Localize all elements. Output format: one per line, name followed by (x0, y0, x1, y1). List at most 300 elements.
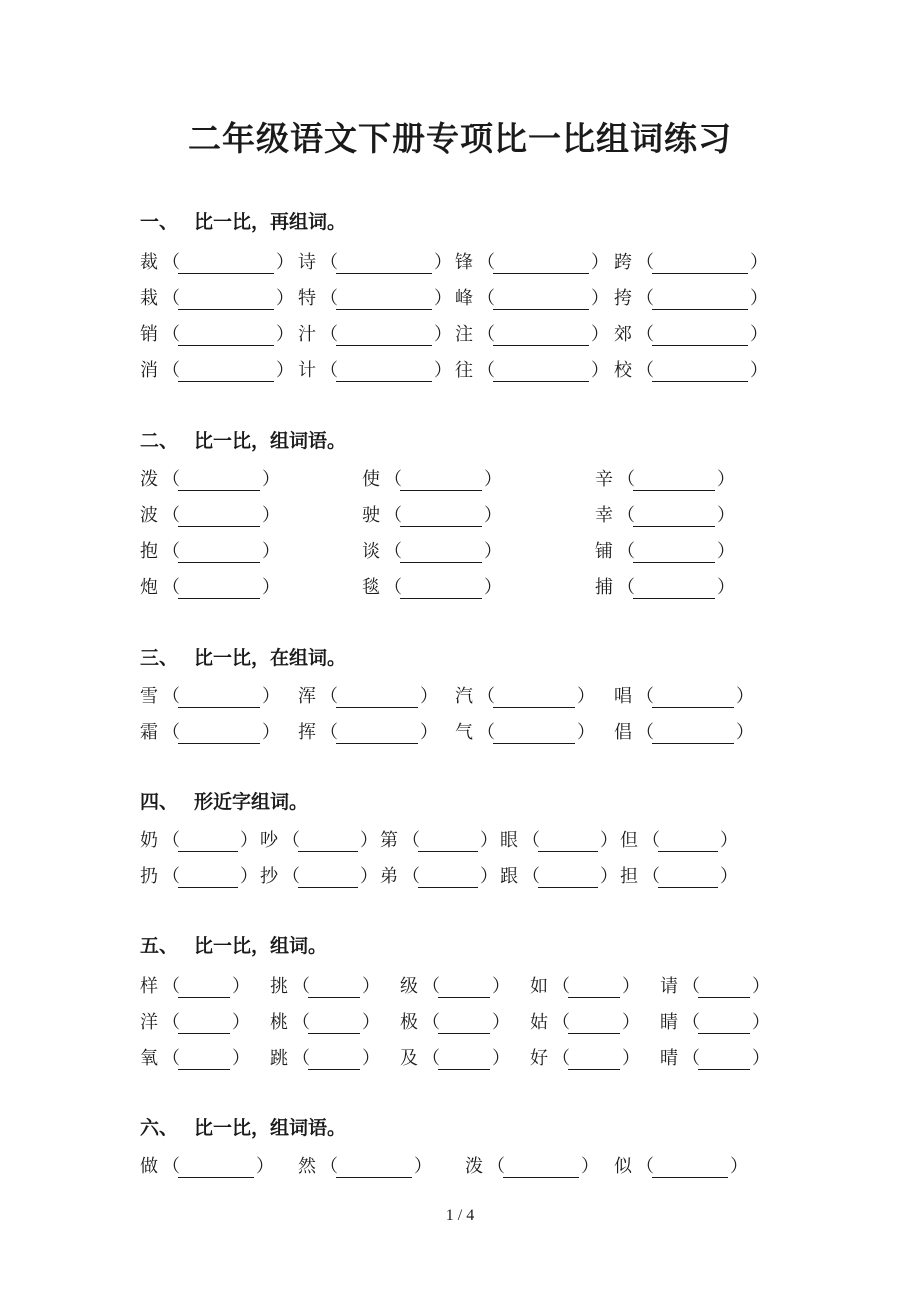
answer-blank[interactable] (298, 871, 358, 888)
word-item (455, 684, 595, 708)
character: 锋 (455, 252, 473, 273)
section-number: 二、 (140, 430, 179, 452)
paren-close: ） (622, 1048, 640, 1069)
answer-blank[interactable] (178, 981, 230, 998)
answer-blank[interactable] (698, 1017, 750, 1034)
word-item (362, 467, 502, 491)
word-item (140, 575, 280, 599)
character: 姑 (530, 1012, 548, 1033)
character: 桃 (270, 1012, 288, 1033)
paren-close: ） (480, 830, 498, 851)
paren-close: ） (232, 1048, 250, 1069)
paren-open: （ (422, 1048, 440, 1069)
paren-close: ） (360, 866, 378, 887)
answer-blank[interactable] (400, 510, 482, 527)
character: 跳 (270, 1048, 288, 1069)
word-item (530, 1046, 640, 1070)
paren-close: ） (360, 830, 378, 851)
word-item (455, 358, 609, 382)
answer-blank[interactable] (336, 1161, 412, 1178)
answer-blank[interactable] (178, 365, 274, 382)
word-item (140, 358, 294, 382)
answer-blank[interactable] (652, 691, 734, 708)
section-label: 形近字组词。 (194, 791, 309, 813)
paren-open: （ (162, 577, 180, 598)
paren-open: （ (162, 541, 180, 562)
character: 挎 (614, 288, 632, 309)
answer-blank[interactable] (493, 329, 589, 346)
paren-close: ） (262, 577, 280, 598)
answer-blank[interactable] (178, 546, 260, 563)
paren-close: ） (362, 1048, 380, 1069)
character: 唱 (614, 686, 632, 707)
word-item (660, 1046, 770, 1070)
word-item (270, 1046, 380, 1070)
word-item (595, 467, 735, 491)
word-item (140, 539, 280, 563)
paren-open: （ (320, 288, 338, 309)
word-item (380, 828, 498, 852)
character: 计 (298, 360, 316, 381)
character: 请 (660, 976, 678, 997)
section-number: 六、 (140, 1117, 179, 1139)
answer-blank[interactable] (178, 1053, 230, 1070)
paren-close: ） (750, 360, 768, 381)
answer-blank[interactable] (336, 329, 432, 346)
paren-open: （ (552, 1048, 570, 1069)
paren-close: ） (262, 541, 280, 562)
paren-close: ） (622, 1012, 640, 1033)
word-item (455, 720, 595, 744)
paren-open: （ (422, 976, 440, 997)
answer-blank[interactable] (658, 871, 718, 888)
paren-open: （ (162, 505, 180, 526)
paren-open: （ (682, 1048, 700, 1069)
section-number: 一、 (140, 211, 179, 233)
answer-blank[interactable] (336, 257, 432, 274)
answer-blank[interactable] (633, 546, 715, 563)
word-item (455, 286, 609, 310)
section-heading (140, 1113, 346, 1140)
paren-close: ） (484, 505, 502, 526)
word-item (140, 286, 294, 310)
character: 挑 (270, 976, 288, 997)
paren-close: ） (581, 1156, 599, 1177)
paren-open: （ (320, 722, 338, 743)
paren-close: ） (750, 252, 768, 273)
paren-close: ） (736, 722, 754, 743)
answer-blank[interactable] (400, 546, 482, 563)
character: 使 (362, 469, 380, 490)
word-item (298, 250, 452, 274)
character: 似 (614, 1156, 632, 1177)
word-item (500, 828, 618, 852)
paren-close: ） (262, 722, 280, 743)
answer-blank[interactable] (652, 365, 748, 382)
character: 做 (140, 1156, 158, 1177)
paren-close: ） (591, 324, 609, 345)
answer-blank[interactable] (633, 582, 715, 599)
character: 眼 (500, 830, 518, 851)
answer-blank[interactable] (308, 981, 360, 998)
paren-open: （ (320, 324, 338, 345)
paren-open: （ (402, 866, 420, 887)
answer-blank[interactable] (493, 257, 589, 274)
word-item (380, 864, 498, 888)
paren-open: （ (292, 1048, 310, 1069)
answer-blank[interactable] (652, 329, 748, 346)
word-item (362, 503, 502, 527)
paren-open: （ (477, 722, 495, 743)
character: 裁 (140, 252, 158, 273)
answer-blank[interactable] (178, 293, 274, 310)
character: 氧 (140, 1048, 158, 1069)
paren-open: （ (162, 288, 180, 309)
answer-blank[interactable] (698, 1053, 750, 1070)
answer-blank[interactable] (178, 510, 260, 527)
answer-blank[interactable] (633, 474, 715, 491)
word-item (270, 1010, 380, 1034)
paren-open: （ (487, 1156, 505, 1177)
word-item (614, 720, 754, 744)
answer-blank[interactable] (652, 293, 748, 310)
character: 谈 (362, 541, 380, 562)
character: 担 (620, 866, 638, 887)
answer-blank[interactable] (178, 871, 238, 888)
answer-blank[interactable] (178, 691, 260, 708)
character: 晴 (660, 1048, 678, 1069)
paren-close: ） (232, 976, 250, 997)
paren-close: ） (750, 288, 768, 309)
word-item (362, 539, 502, 563)
character: 往 (455, 360, 473, 381)
paren-open: （ (642, 866, 660, 887)
paren-close: ） (730, 1156, 748, 1177)
character: 第 (380, 830, 398, 851)
answer-blank[interactable] (298, 835, 358, 852)
paren-open: （ (636, 1156, 654, 1177)
paren-open: （ (636, 360, 654, 381)
word-item (140, 864, 258, 888)
paren-close: ） (256, 1156, 274, 1177)
paren-close: ） (434, 288, 452, 309)
character: 扔 (140, 866, 158, 887)
character: 校 (614, 360, 632, 381)
word-item (455, 250, 609, 274)
paren-open: （ (292, 1012, 310, 1033)
word-item (614, 684, 754, 708)
paren-open: （ (636, 686, 654, 707)
character: 炮 (140, 577, 158, 598)
paren-open: （ (320, 686, 338, 707)
paren-open: （ (522, 866, 540, 887)
answer-blank[interactable] (400, 474, 482, 491)
paren-close: ） (276, 288, 294, 309)
answer-blank[interactable] (178, 474, 260, 491)
answer-blank[interactable] (178, 835, 238, 852)
paren-open: （ (477, 324, 495, 345)
paren-close: ） (717, 469, 735, 490)
paren-close: ） (420, 686, 438, 707)
paren-close: ） (262, 686, 280, 707)
paren-close: ） (484, 577, 502, 598)
answer-blank[interactable] (178, 582, 260, 599)
answer-blank[interactable] (438, 981, 490, 998)
paren-close: ） (720, 830, 738, 851)
answer-blank[interactable] (538, 835, 598, 852)
character: 挥 (298, 722, 316, 743)
character: 极 (400, 1012, 418, 1033)
paren-close: ） (434, 252, 452, 273)
paren-close: ） (717, 541, 735, 562)
paren-open: （ (636, 722, 654, 743)
paren-close: ） (434, 360, 452, 381)
word-item (614, 358, 768, 382)
section-label: 比一比，组词。 (194, 935, 328, 957)
paren-close: ） (414, 1156, 432, 1177)
page-number: 1 / 4 (445, 1207, 475, 1224)
answer-blank[interactable] (336, 691, 418, 708)
character: 好 (530, 1048, 548, 1069)
paren-open: （ (617, 541, 635, 562)
character: 级 (400, 976, 418, 997)
answer-blank[interactable] (308, 1053, 360, 1070)
answer-blank[interactable] (336, 365, 432, 382)
paren-close: ） (276, 252, 294, 273)
paren-close: ） (720, 866, 738, 887)
section-number: 五、 (140, 935, 179, 957)
answer-blank[interactable] (493, 293, 589, 310)
paren-close: ） (362, 1012, 380, 1033)
word-item (140, 1154, 274, 1178)
answer-blank[interactable] (652, 1161, 728, 1178)
word-item (260, 828, 378, 852)
character: 诗 (298, 252, 316, 273)
character: 特 (298, 288, 316, 309)
word-item (140, 828, 258, 852)
word-item (530, 974, 640, 998)
paren-open: （ (162, 252, 180, 273)
paren-open: （ (384, 541, 402, 562)
word-item (298, 684, 438, 708)
character: 弟 (380, 866, 398, 887)
character: 如 (530, 976, 548, 997)
character: 泼 (465, 1156, 483, 1177)
character: 雪 (140, 686, 158, 707)
character: 辛 (595, 469, 613, 490)
answer-blank[interactable] (400, 582, 482, 599)
word-item (620, 828, 738, 852)
character: 跟 (500, 866, 518, 887)
character: 吵 (260, 830, 278, 851)
paren-close: ） (262, 505, 280, 526)
paren-open: （ (682, 976, 700, 997)
character: 铺 (595, 541, 613, 562)
paren-close: ） (240, 866, 258, 887)
paren-close: ） (736, 686, 754, 707)
paren-close: ） (232, 1012, 250, 1033)
character: 奶 (140, 830, 158, 851)
paren-open: （ (162, 1048, 180, 1069)
paren-open: （ (320, 360, 338, 381)
section-label: 比一比，在组词。 (194, 647, 347, 669)
character: 霜 (140, 722, 158, 743)
word-item (140, 720, 280, 744)
character: 跨 (614, 252, 632, 273)
paren-open: （ (682, 1012, 700, 1033)
paren-open: （ (162, 686, 180, 707)
word-item (298, 358, 452, 382)
word-item (660, 974, 770, 998)
answer-blank[interactable] (308, 1017, 360, 1034)
answer-blank[interactable] (568, 1053, 620, 1070)
answer-blank[interactable] (493, 691, 575, 708)
character: 倡 (614, 722, 632, 743)
character: 捕 (595, 577, 613, 598)
character: 样 (140, 976, 158, 997)
word-item (140, 250, 294, 274)
word-item (455, 322, 609, 346)
character: 注 (455, 324, 473, 345)
answer-blank[interactable] (336, 293, 432, 310)
word-item (298, 720, 438, 744)
paren-close: ） (492, 976, 510, 997)
section-label: 比一比，再组词。 (194, 211, 347, 233)
paren-close: ） (750, 324, 768, 345)
word-item (595, 539, 735, 563)
section-heading (140, 931, 327, 958)
paren-open: （ (162, 866, 180, 887)
character: 销 (140, 324, 158, 345)
answer-blank[interactable] (568, 1017, 620, 1034)
paren-open: （ (162, 976, 180, 997)
paren-close: ） (362, 976, 380, 997)
paren-open: （ (162, 1156, 180, 1177)
answer-blank[interactable] (178, 257, 274, 274)
answer-blank[interactable] (493, 365, 589, 382)
answer-blank[interactable] (178, 727, 260, 744)
answer-blank[interactable] (178, 1017, 230, 1034)
section-number: 四、 (140, 791, 179, 813)
character: 汁 (298, 324, 316, 345)
word-item (614, 250, 768, 274)
character: 睛 (660, 1012, 678, 1033)
answer-blank[interactable] (336, 727, 418, 744)
character: 抄 (260, 866, 278, 887)
paren-close: ） (600, 866, 618, 887)
word-item (595, 503, 735, 527)
character: 但 (620, 830, 638, 851)
answer-blank[interactable] (538, 871, 598, 888)
paren-open: （ (477, 252, 495, 273)
answer-blank[interactable] (438, 1017, 490, 1034)
character: 峰 (455, 288, 473, 309)
paren-open: （ (320, 1156, 338, 1177)
answer-blank[interactable] (568, 981, 620, 998)
word-item (400, 1046, 510, 1070)
word-item (298, 286, 452, 310)
answer-blank[interactable] (418, 871, 478, 888)
answer-blank[interactable] (652, 257, 748, 274)
paren-open: （ (292, 976, 310, 997)
paren-close: ） (240, 830, 258, 851)
paren-close: ） (577, 686, 595, 707)
paren-open: （ (617, 577, 635, 598)
character: 抱 (140, 541, 158, 562)
paren-open: （ (320, 252, 338, 273)
paren-open: （ (162, 360, 180, 381)
character: 消 (140, 360, 158, 381)
character: 毯 (362, 577, 380, 598)
character: 洋 (140, 1012, 158, 1033)
word-item (140, 503, 280, 527)
paren-close: ） (752, 976, 770, 997)
paren-close: ） (717, 505, 735, 526)
section-number: 三、 (140, 647, 179, 669)
paren-open: （ (162, 722, 180, 743)
section-label: 比一比，组词语。 (194, 1117, 347, 1139)
paren-open: （ (636, 288, 654, 309)
character: 及 (400, 1048, 418, 1069)
answer-blank[interactable] (178, 1161, 254, 1178)
paren-close: ） (752, 1048, 770, 1069)
paren-close: ） (492, 1012, 510, 1033)
word-item (298, 322, 452, 346)
character: 波 (140, 505, 158, 526)
paren-open: （ (282, 830, 300, 851)
word-item (620, 864, 738, 888)
answer-blank[interactable] (652, 727, 734, 744)
answer-blank[interactable] (503, 1161, 579, 1178)
section-label: 比一比，组词语。 (194, 430, 347, 452)
word-item (500, 864, 618, 888)
word-item (140, 467, 280, 491)
character: 气 (455, 722, 473, 743)
word-item (614, 1154, 748, 1178)
answer-blank[interactable] (633, 510, 715, 527)
paren-open: （ (282, 866, 300, 887)
paren-open: （ (162, 469, 180, 490)
paren-close: ） (420, 722, 438, 743)
paren-close: ） (591, 288, 609, 309)
character: 然 (298, 1156, 316, 1177)
answer-blank[interactable] (698, 981, 750, 998)
answer-blank[interactable] (658, 835, 718, 852)
paren-open: （ (477, 288, 495, 309)
section-heading (140, 207, 346, 234)
paren-close: ） (276, 324, 294, 345)
paren-close: ） (492, 1048, 510, 1069)
answer-blank[interactable] (493, 727, 575, 744)
word-item (362, 575, 502, 599)
answer-blank[interactable] (438, 1053, 490, 1070)
paren-close: ） (480, 866, 498, 887)
word-item (400, 974, 510, 998)
character: 浑 (298, 686, 316, 707)
paren-close: ） (752, 1012, 770, 1033)
word-item (660, 1010, 770, 1034)
page-title: 二年级语文下册专项比一比组词练习 (188, 119, 732, 158)
paren-close: ） (484, 469, 502, 490)
word-item (140, 684, 280, 708)
paren-close: ） (484, 541, 502, 562)
paren-open: （ (477, 360, 495, 381)
word-item (140, 1046, 250, 1070)
answer-blank[interactable] (178, 329, 274, 346)
answer-blank[interactable] (418, 835, 478, 852)
paren-open: （ (162, 1012, 180, 1033)
paren-close: ） (591, 360, 609, 381)
